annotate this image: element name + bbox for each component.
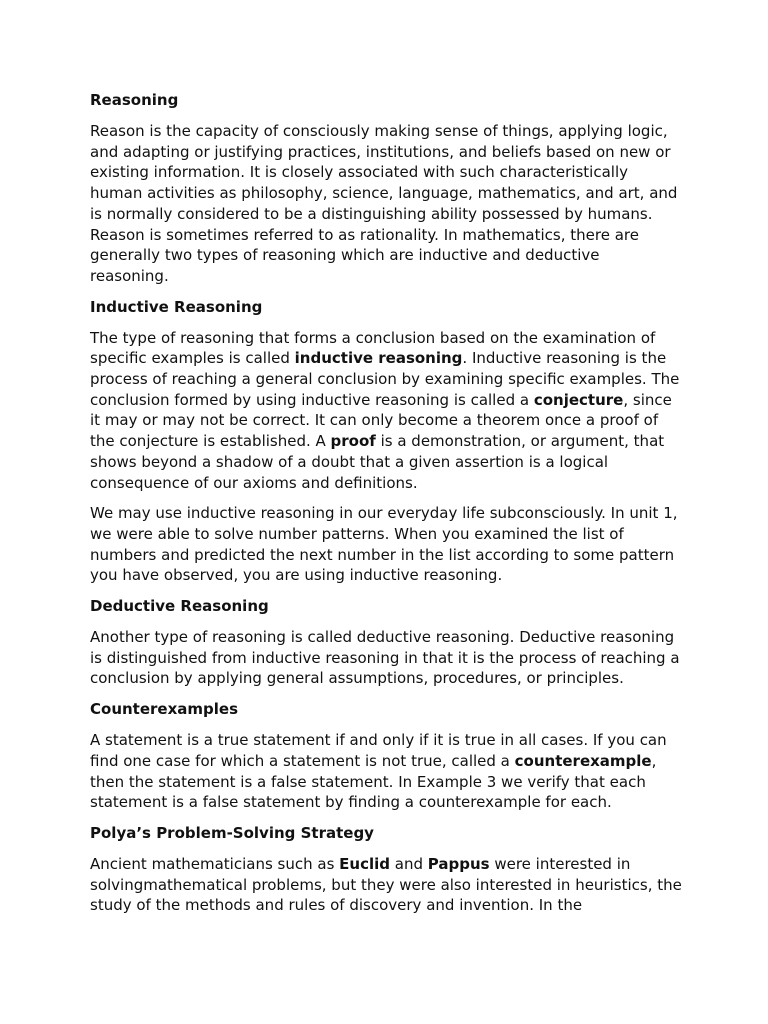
section-heading-counterexamples: Counterexamples bbox=[90, 700, 238, 719]
text-run: Ancient mathematicians such as bbox=[90, 854, 340, 873]
paragraph-inductive-2: We may use inductive reasoning in our everyday life subconsciously. In unit 1, we were able to solve number patterns. When you examined the list of numbers and predicted the next number in the list according to some pattern you have observed, you are using inductive reasoning. bbox=[90, 504, 678, 585]
paragraph-inductive-1 bbox=[90, 328, 682, 494]
section-heading-polya: Polya’s Problem-Solving Strategy bbox=[90, 823, 374, 842]
text-run: were interested in solvingmathematical problems, but they were also interested in heuristics, the study of the methods and rules of discovery and invention. In the bbox=[90, 854, 682, 915]
term-proof: proof bbox=[330, 432, 376, 451]
text-run: and bbox=[390, 854, 428, 873]
paragraph-deductive: Another type of reasoning is called deductive reasoning. Deductive reasoning is distinguished from inductive reasoning in that it is the process of reaching a conclusion by applying general assumptions, procedures, or principles. bbox=[90, 628, 680, 688]
paragraph-counterexamples bbox=[90, 730, 682, 813]
text-run: A statement is a true statement if and only if it is true in all cases. If you can find one case for which a statement is not true, called a bbox=[90, 731, 667, 770]
term-inductive-reasoning: inductive reasoning bbox=[294, 349, 463, 368]
term-euclid: Euclid bbox=[339, 854, 390, 873]
section-heading-reasoning: Reasoning bbox=[90, 91, 179, 109]
text-run: , since it may or may not be correct. It can only become a theorem once a proof of the conjecture is established. A bbox=[90, 390, 672, 451]
term-conjecture: conjecture bbox=[533, 390, 624, 409]
text-run: . Inductive reasoning is the process of reaching a general conclusion by examining specific examples. The conclusion formed by using inductive reasoning is called a bbox=[90, 349, 680, 409]
text-run: is a demonstration, or argument, that shows beyond a shadow of a doubt that a given assertion is a logical consequence of our axioms and definitions. bbox=[90, 432, 665, 492]
paragraph-reasoning: Reason is the capacity of consciously making sense of things, applying logic, and adapting or justifying practices, institutions, and beliefs based on new or existing information. It is closely associated with such characteristically human activities as philosophy, science, language, mathematics, and art, and is normally considered to be a distinguishing ability possessed by humans. Reason is sometimes referred to as rationality. In mathematics, there are generally two types of reasoning which are inductive and deductive reasoning. bbox=[90, 122, 678, 285]
term-pappus: Pappus bbox=[427, 854, 490, 873]
document-page bbox=[90, 90, 682, 926]
section-heading-inductive: Inductive Reasoning bbox=[90, 297, 263, 316]
section-heading-deductive: Deductive Reasoning bbox=[90, 597, 269, 616]
paragraph-polya bbox=[90, 854, 682, 916]
text-run: The type of reasoning that forms a conclusion based on the examination of specific examples is called bbox=[90, 328, 656, 368]
term-counterexample: counterexample bbox=[514, 751, 652, 770]
text-run: , then the statement is a false statement. In Example 3 we verify that each statement is a false statement by finding a counterexample for each. bbox=[90, 751, 657, 812]
